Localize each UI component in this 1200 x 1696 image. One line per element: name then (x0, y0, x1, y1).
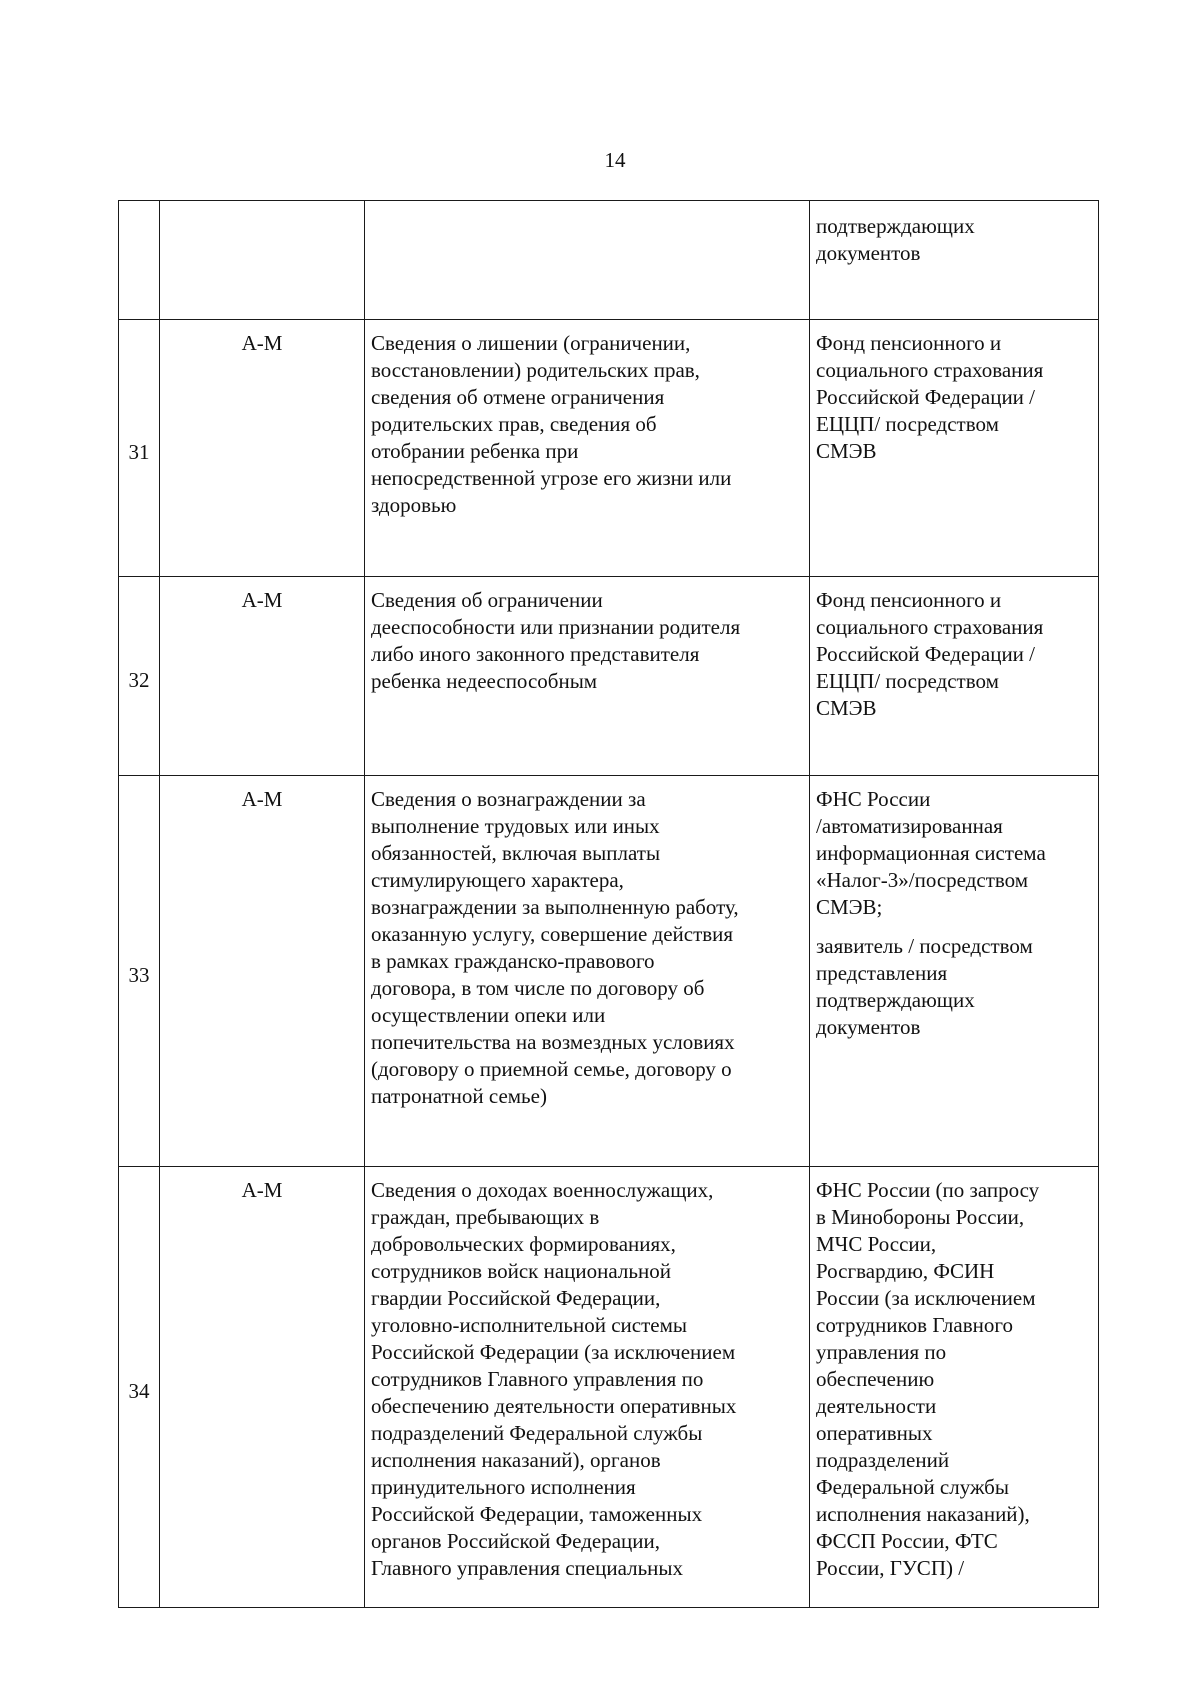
row-description (365, 1167, 810, 1608)
source-line: подтверждающих (816, 214, 975, 238)
source-block (816, 933, 1094, 1041)
description-line: исполнения наказаний), органов (371, 1448, 661, 1472)
description-line: выполнение трудовых или иных (371, 814, 660, 838)
source-line: подразделений (816, 1448, 950, 1472)
description-line: Главного управления специальных (371, 1556, 684, 1580)
description-line: договора, в том числе по договору об (371, 976, 705, 1000)
description-line: сведения об отмене ограничения (371, 385, 665, 409)
table-row (119, 577, 1099, 776)
source-line: в Минобороны России, (816, 1205, 1025, 1229)
source-line: обеспечению (816, 1367, 935, 1391)
source-line: СМЭВ (816, 439, 877, 463)
source-cell (810, 201, 1099, 320)
description-line: отобрании ребенка при (371, 439, 579, 463)
row-number: 34 (119, 1167, 160, 1608)
source-block (816, 786, 1094, 921)
description-line: обязанностей, включая выплаты (371, 841, 661, 865)
description-line: добровольческих формированиях, (371, 1232, 676, 1256)
source-line: социального страхования (816, 358, 1044, 382)
source-line: Росгвардию, ФСИН (816, 1259, 995, 1283)
source-line: документов (816, 241, 921, 265)
row-source (810, 776, 1099, 1167)
source-line: оперативных (816, 1421, 933, 1445)
num-cell (119, 201, 160, 320)
description-line: граждан, пребывающих в (371, 1205, 600, 1229)
source-block (816, 587, 1094, 722)
description-line: попечительства на возмездных условиях (371, 1030, 735, 1054)
source-line: МЧС России, (816, 1232, 937, 1256)
source-line: ЕЦЦП/ посредством (816, 412, 999, 436)
row-number: 32 (119, 577, 160, 776)
source-line: деятельности (816, 1394, 937, 1418)
description-line: принудительного исполнения (371, 1475, 636, 1499)
source-line: России, ГУСП) / (816, 1556, 965, 1580)
source-line: ФНС России (816, 787, 931, 811)
description-line: Российской Федерации, таможенных (371, 1502, 703, 1526)
description-cell (365, 201, 810, 320)
source-line: исполнения наказаний), (816, 1502, 1030, 1526)
source-line: Российской Федерации / (816, 642, 1036, 666)
description-line: родительских прав, сведения об (371, 412, 657, 436)
table-row (119, 776, 1099, 1167)
description-line: Сведения о вознаграждении за (371, 787, 646, 811)
row-source (810, 1167, 1099, 1608)
source-line: ФССП России, ФТС (816, 1529, 998, 1553)
description-line: обеспечению деятельности оперативных (371, 1394, 737, 1418)
source-line: сотрудников Главного (816, 1313, 1013, 1337)
description-line: либо иного законного представителя (371, 642, 700, 666)
source-line: управления по (816, 1340, 947, 1364)
source-line: информационная система (816, 841, 1046, 865)
description-line: вознаграждении за выполненную работу, (371, 895, 739, 919)
row-source (810, 320, 1099, 577)
description-line: Сведения о доходах военнослужащих, (371, 1178, 714, 1202)
source-line: представления (816, 961, 948, 985)
source-line: Фонд пенсионного и (816, 331, 1002, 355)
source-line: Фонд пенсионного и (816, 588, 1002, 612)
source-line: ФНС России (по запросу (816, 1178, 1040, 1202)
row-code: А-М (160, 1167, 365, 1608)
code-cell (160, 201, 365, 320)
row-code: А-М (160, 320, 365, 577)
description-line: уголовно-исполнительной системы (371, 1313, 687, 1337)
description-line: Сведения об ограничении (371, 588, 603, 612)
table-row (119, 1167, 1099, 1608)
table-row-continuation (119, 201, 1099, 320)
row-description (365, 320, 810, 577)
description-line: сотрудников Главного управления по (371, 1367, 704, 1391)
source-line: Российской Федерации / (816, 385, 1036, 409)
description-line: оказанную услугу, совершение действия (371, 922, 734, 946)
source-line: СМЭВ (816, 696, 877, 720)
description-line: Российской Федерации (за исключением (371, 1340, 736, 1364)
description-line: патронатной семье) (371, 1084, 547, 1108)
description-line: гвардии Российской Федерации, (371, 1286, 661, 1310)
services-table (118, 200, 1099, 1608)
description-line: в рамках гражданско-правового (371, 949, 655, 973)
description-line: сотрудников войск национальной (371, 1259, 671, 1283)
row-number: 31 (119, 320, 160, 577)
row-number: 33 (119, 776, 160, 1167)
source-line: СМЭВ; (816, 895, 883, 919)
source-block (816, 330, 1094, 465)
description-line: осуществлении опеки или (371, 1003, 606, 1027)
row-description (365, 577, 810, 776)
description-line: непосредственной угрозе его жизни или (371, 466, 732, 490)
description-line: (договору о приемной семье, договору о (371, 1057, 732, 1081)
description-line: Сведения о лишении (ограничении, (371, 331, 691, 355)
source-line: России (за исключением (816, 1286, 1036, 1310)
row-description (365, 776, 810, 1167)
description-line: ребенка недееспособным (371, 669, 598, 693)
source-line: Федеральной службы (816, 1475, 1009, 1499)
source-line: «Налог-3»/посредством (816, 868, 1029, 892)
source-line: подтверждающих (816, 988, 975, 1012)
description-line: органов Российской Федерации, (371, 1529, 661, 1553)
row-source (810, 577, 1099, 776)
page-number: 14 (604, 148, 626, 172)
source-line: заявитель / посредством (816, 934, 1033, 958)
source-line: документов (816, 1015, 921, 1039)
source-line: /автоматизированная (816, 814, 1003, 838)
description-line: дееспособности или признании родителя (371, 615, 741, 639)
source-line: ЕЦЦП/ посредством (816, 669, 999, 693)
source-line: социального страхования (816, 615, 1044, 639)
description-line: подразделений Федеральной службы (371, 1421, 703, 1445)
description-line: восстановлении) родительских прав, (371, 358, 700, 382)
row-code: А-М (160, 577, 365, 776)
table-row (119, 320, 1099, 577)
source-block (816, 1177, 1094, 1582)
description-line: стимулирующего характера, (371, 868, 624, 892)
description-line: здоровью (371, 493, 457, 517)
row-code: А-М (160, 776, 365, 1167)
